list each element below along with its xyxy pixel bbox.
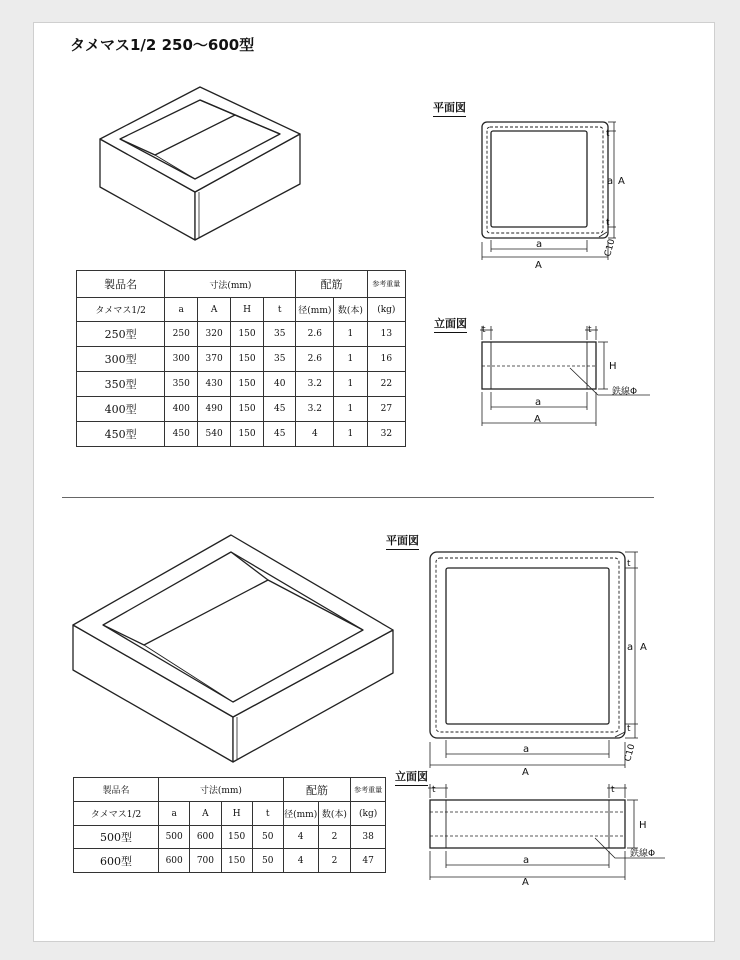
cell-name: 450型 [77,422,165,447]
elev2-H-label: H [639,820,647,831]
th-dimensions: 寸法(mm) [159,778,284,802]
cell-t: 45 [263,422,296,447]
th-product-name: 製品名 [74,778,159,802]
cell-a: 600 [159,849,190,873]
th-series: タメマス1/2 [77,298,165,322]
cell-A: 600 [190,826,221,849]
elev2-A-label: A [522,877,529,886]
isometric-box-large [68,530,398,770]
isometric-box-small [95,82,310,242]
plan2-A-bottom: A [522,767,529,777]
plan2-a-label: a [627,642,634,653]
cell-num: 1 [334,372,367,397]
th-dimensions: 寸法(mm) [165,271,296,298]
page-title: タメマス1/2 250〜600型 [70,36,255,54]
cell-H: 150 [231,347,264,372]
table-row [74,849,386,873]
cell-kg: 27 [367,397,405,422]
elev1-a-label: a [535,397,542,408]
cell-name: 400型 [77,397,165,422]
cell-H: 150 [231,372,264,397]
cell-dia: 4 [296,422,334,447]
th-col-t: t [263,298,296,322]
cell-num: 1 [334,347,367,372]
cell-kg: 38 [351,826,386,849]
cell-a: 300 [165,347,198,372]
cell-num: 2 [318,849,351,873]
plan-view-drawing-2 [420,542,670,777]
th-unit: (kg) [367,298,405,322]
cell-dia: 2.6 [296,322,334,347]
cell-H: 150 [221,849,252,873]
cell-a: 400 [165,397,198,422]
th-col-H: H [221,802,252,826]
th-rebar: 配筋 [296,271,367,298]
plan1-t-top: t [606,129,610,139]
plan-view-label-1: 平面図 [433,99,466,117]
cell-t: 50 [252,826,283,849]
plan1-A-bottom: A [535,260,542,271]
cell-A: 700 [190,849,221,873]
elev2-t-right: t [611,785,615,795]
plan2-t-top: t [627,559,631,569]
cell-t: 35 [263,322,296,347]
cell-A: 370 [198,347,231,372]
th-weight: 参考重量 [351,778,386,802]
cell-dia: 3.2 [296,397,334,422]
spec-table-1 [76,270,406,447]
th-rebar: 配筋 [283,778,351,802]
th-series: タメマス1/2 [74,802,159,826]
plan-view-drawing-1 [470,112,640,280]
th-product-name: 製品名 [77,271,165,298]
cell-t: 40 [263,372,296,397]
cell-A: 320 [198,322,231,347]
cell-H: 150 [221,826,252,849]
table-row [77,397,406,422]
elev2-t-left: t [432,785,436,795]
cell-t: 50 [252,849,283,873]
th-col-a: a [165,298,198,322]
elev2-rebar-label: 鉄線Φ [630,849,656,859]
cell-t: 35 [263,347,296,372]
th-col-t: t [252,802,283,826]
cell-a: 250 [165,322,198,347]
elev1-t-left: t [482,325,486,335]
th-count: 数(本) [318,802,351,826]
plan2-a-bottom: a [523,744,530,755]
cell-name: 350型 [77,372,165,397]
cell-kg: 47 [351,849,386,873]
cell-a: 350 [165,372,198,397]
table-row [77,422,406,447]
cell-H: 150 [231,422,264,447]
elev1-rebar-label: 鉄線Φ [612,387,638,397]
cell-num: 2 [318,826,351,849]
th-col-H: H [231,298,264,322]
cell-num: 1 [334,422,367,447]
cell-t: 45 [263,397,296,422]
plan1-c10-label: C10 [603,238,618,258]
cell-dia: 4 [283,849,318,873]
plan2-c10-label: C10 [623,743,638,763]
elevation-view-drawing-1 [470,322,670,434]
plan1-A-label: A [618,176,625,187]
cell-dia: 3.2 [296,372,334,397]
cell-num: 1 [334,397,367,422]
elev1-H-label: H [609,361,617,372]
spec-table-2 [73,777,386,873]
cell-num: 1 [334,322,367,347]
elev1-t-right: t [588,325,592,335]
elevation-view-label-1: 立面図 [434,315,467,333]
cell-a: 450 [165,422,198,447]
cell-kg: 22 [367,372,405,397]
plan1-t-bottom: t [606,218,610,228]
cell-A: 430 [198,372,231,397]
cell-dia: 2.6 [296,347,334,372]
cell-H: 150 [231,322,264,347]
plan2-t-bottom: t [627,724,631,734]
cell-dia: 4 [283,826,318,849]
cell-kg: 13 [367,322,405,347]
th-col-a: a [159,802,190,826]
plan1-a-label: a [607,176,614,187]
elev1-A-label: A [534,414,541,425]
plan2-A-label: A [640,642,647,653]
th-diameter: 径(mm) [296,298,334,322]
elevation-view-label-2: 立面図 [395,768,428,786]
cell-name: 500型 [74,826,159,849]
th-unit: (kg) [351,802,386,826]
table-row [77,322,406,347]
table-row [74,826,386,849]
table-row [77,347,406,372]
cell-A: 490 [198,397,231,422]
cell-name: 250型 [77,322,165,347]
cell-A: 540 [198,422,231,447]
table-row [77,372,406,397]
cell-name: 300型 [77,347,165,372]
cell-name: 600型 [74,849,159,873]
th-col-A: A [198,298,231,322]
th-diameter: 径(mm) [283,802,318,826]
cell-kg: 16 [367,347,405,372]
cell-H: 150 [231,397,264,422]
section-divider [62,497,654,498]
th-weight: 参考重量 [367,271,405,298]
th-col-A: A [190,802,221,826]
cell-a: 500 [159,826,190,849]
th-count: 数(本) [334,298,367,322]
plan-view-label-2: 平面図 [386,532,419,550]
plan1-a-bottom: a [536,239,543,250]
cell-kg: 32 [367,422,405,447]
elev2-a-label: a [523,855,530,866]
elevation-view-drawing-2 [420,778,670,886]
